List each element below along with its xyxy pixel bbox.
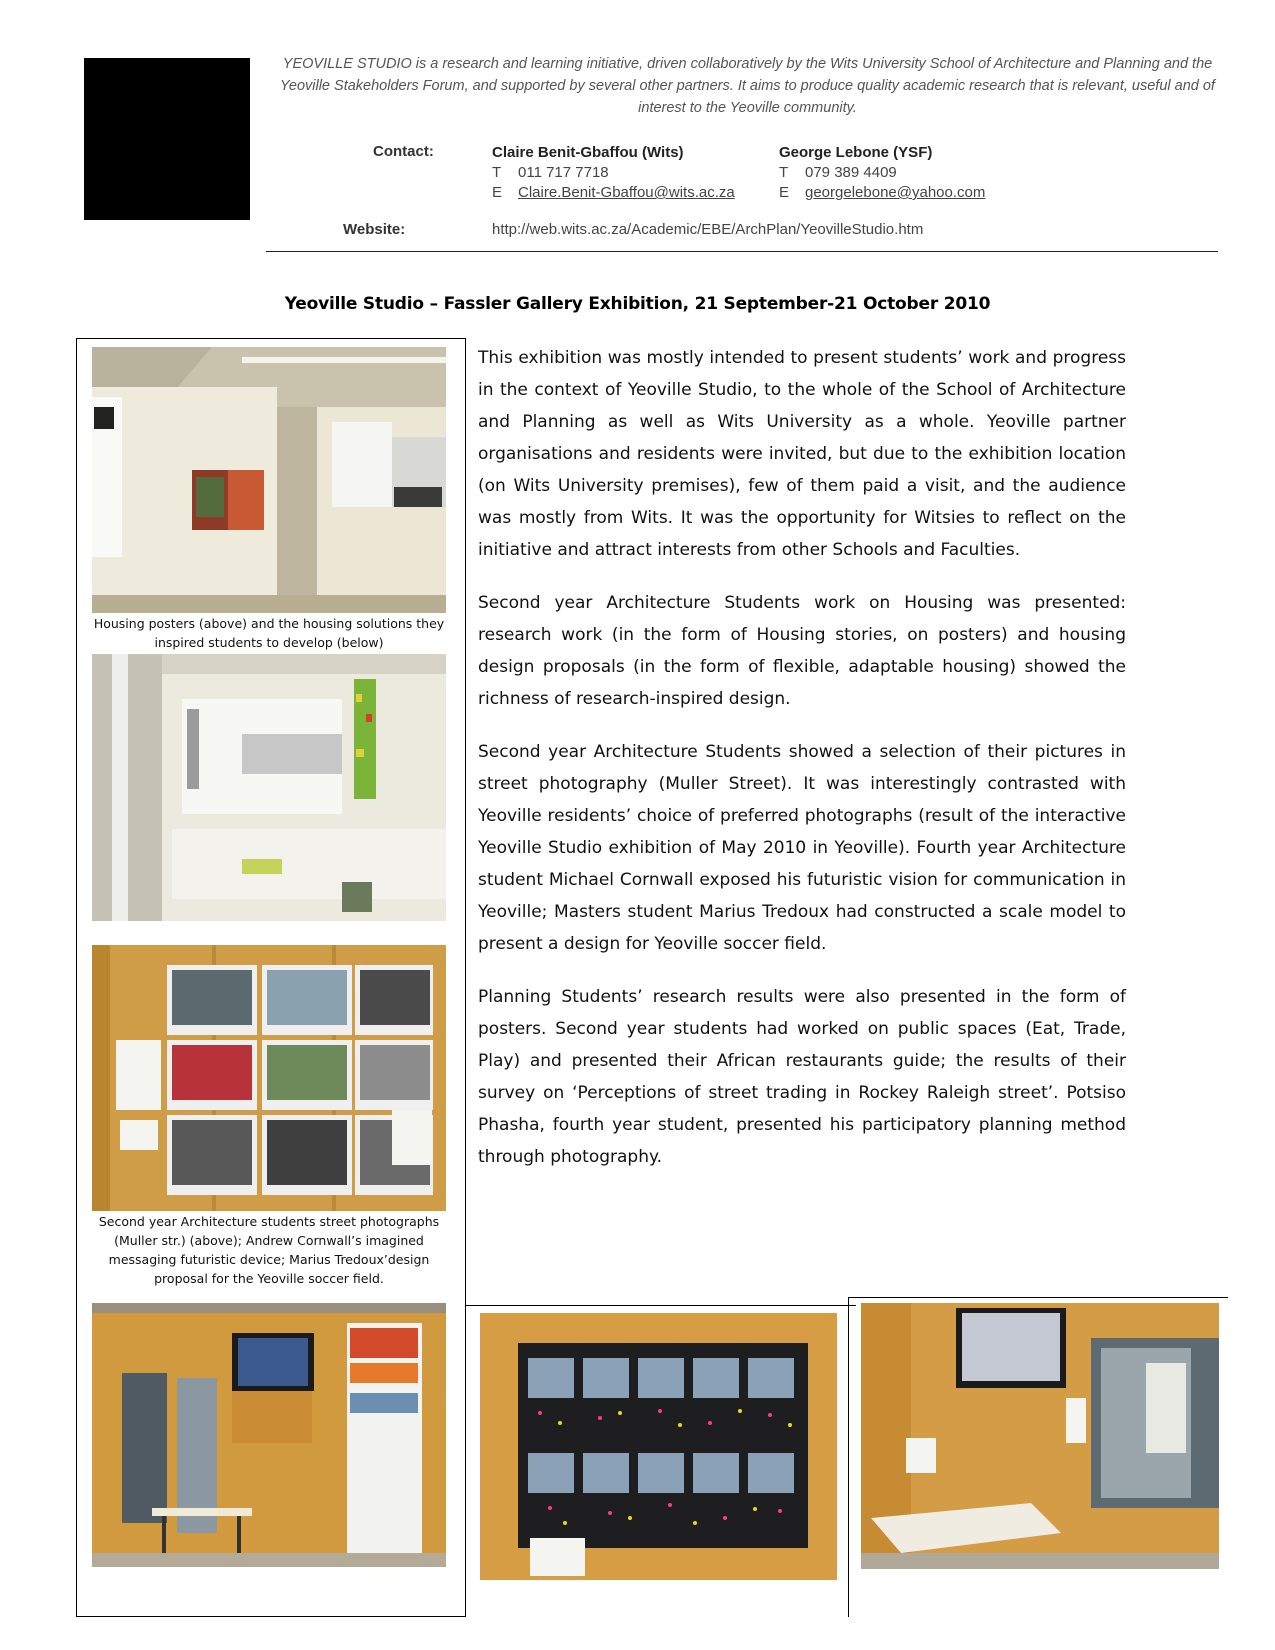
photo-messaging-device: [92, 1303, 446, 1567]
bottom-frame-rule: [466, 1305, 856, 1306]
logo-block: [84, 58, 250, 220]
intro-text: YEOVILLE STUDIO is a research and learning initiative, driven collaboratively by the Wits University School of Architecture and Planning and the Yeoville Stakeholders Forum, and supported by several other partners. It aims to produce quality academic research that is relevant, useful and of interest to the Yeoville community.: [280, 56, 1215, 116]
photo-housing-posters: [92, 347, 446, 613]
bottom-frame-rule: [848, 1297, 1228, 1298]
contact-email-link[interactable]: Claire.Benit-Gbaffou@wits.ac.za: [518, 184, 735, 201]
contact-name: George Lebone (YSF): [779, 144, 933, 161]
contact-phone: 011 717 7718: [518, 164, 609, 181]
paragraph: This exhibition was mostly intended to present students’ work and progress in the context of Yeoville Studio, to the whole of the School of Architecture and Planning as well as Wits University as a whole. Yeoville partner organisations and residents were invited, but due to the exhibition location (on Wits University premises), few of them paid a visit, and the audience was mostly from Wits. It was the opportunity for Witsies to reflect on the initiative and attract interests from other Schools and Faculties.: [478, 348, 1126, 560]
contact-phone: 079 389 4409: [805, 164, 897, 181]
photo-housing-solutions: [92, 654, 446, 921]
caption-housing: Housing posters (above) and the housing solutions they inspired students to develop (below): [93, 616, 445, 650]
paragraph: Planning Students’ research results were also presented in the form of posters. Second year students had worked on public spaces (Eat, Trade, Play) and presented their African restaurants guide; the results of their survey on ‘Perceptions of street trading in Rockey Raleigh street’. Potsiso Phasha, fourth year student, presented his participatory planning method through photography.: [478, 987, 1126, 1167]
phone-label: T: [779, 164, 789, 181]
article-body: [478, 342, 1126, 1194]
caption-street: Second year Architecture students street photographs (Muller str.) (above); Andrew Cornwall’s imagined messaging futuristic device; Marius Tredoux’design proposal for the Yeoville soccer field.: [98, 1214, 440, 1286]
contact-ysf: [779, 143, 985, 203]
paragraph: Second year Architecture Students showed a selection of their pictures in street photography (Muller Street). It was interestingly contrasted with Yeoville residents’ choice of preferred photographs (result of the interactive Yeoville Studio exhibition of May 2010 in Yeoville). Fourth year Architecture student Michael Cornwall exposed his futuristic vision for communication in Yeoville; Masters student Marius Tredoux had constructed a scale model to present a design for Yeoville soccer field.: [478, 742, 1126, 954]
contact-email-link[interactable]: georgelebone@yahoo.com: [805, 184, 986, 201]
contact-wits: [492, 143, 735, 203]
contact-label: Contact:: [373, 143, 434, 160]
photo-street-photographs: [92, 945, 446, 1211]
bottom-frame-divider: [848, 1297, 849, 1617]
paragraph: Second year Architecture Students work on Housing was presented: research work (in the form of Housing stories, on posters) and housing design proposals (in the form of flexible, adaptable housing) showed the richness of research-inspired design.: [478, 593, 1126, 709]
photo-planning-posters: [480, 1313, 837, 1580]
website-link[interactable]: http://web.wits.ac.za/Academic/EBE/ArchPlan/YeovilleStudio.htm: [492, 221, 924, 238]
contact-name: Claire Benit-Gbaffou (Wits): [492, 144, 684, 161]
phone-label: T: [492, 164, 502, 181]
header-divider: [266, 251, 1218, 252]
email-label: E: [492, 184, 503, 201]
email-label: E: [779, 184, 790, 201]
page-title: Yeoville Studio – Fassler Gallery Exhibition, 21 September-21 October 2010: [284, 294, 991, 314]
website-label: Website:: [343, 221, 406, 238]
photo-exhibition-room: [861, 1303, 1219, 1569]
